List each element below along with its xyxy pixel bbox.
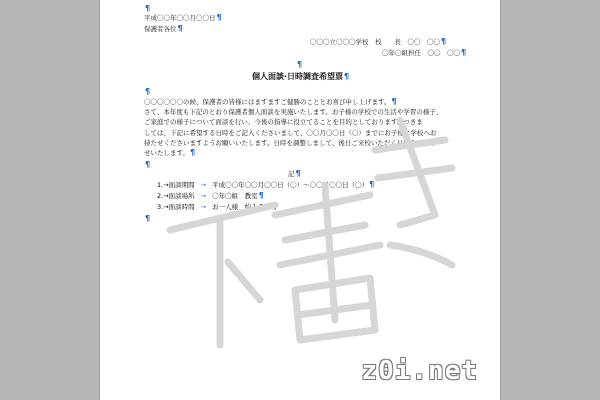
sender1-text: 〇〇〇立〇〇〇学校 校 長 〇〇 〇〇 [310, 38, 440, 46]
body-line: ご家庭での様子について面談を行い、今後の指導に役立てることを目的としております。つきま [144, 118, 423, 127]
pilcrow-mark: ¶ [145, 214, 151, 223]
list-item: 3.→面談時間 → お一人様 約１５分¶ [157, 201, 277, 211]
recipient-text: 保護者各位 [144, 25, 177, 33]
pilcrow-mark: ¶ [441, 37, 447, 46]
body-paragraph [144, 97, 444, 158]
pilcrow-mark: ¶ [145, 4, 151, 13]
body-line: しては、下記に希望する日時をご記入くださいまして、〇〇月〇〇日（〇）までにお子様に学校へお [144, 128, 437, 137]
ki-heading [288, 170, 301, 178]
pilcrow-mark: ¶ [145, 160, 151, 169]
list-item: 2.→面談場所 → 〇年〇組 教室¶ [157, 190, 264, 200]
sender-line-2 [382, 49, 466, 57]
date-text: 平成〇〇年〇〇月〇〇日 [144, 14, 216, 22]
pilcrow-mark: ¶ [344, 72, 350, 81]
recipient-line [144, 25, 183, 33]
site-brand-logo: z0i.net [361, 356, 478, 386]
pilcrow-mark: ¶ [461, 48, 467, 57]
ki-text: 記 [288, 170, 295, 178]
sender2-text: 〇年〇組担任 〇〇 〇〇 [382, 49, 460, 57]
pilcrow-mark: ¶ [216, 13, 222, 22]
title-text: 個人面談·日時調査希望票 [252, 72, 344, 81]
sender-line-1 [310, 38, 446, 46]
body-line: せいたします。¶ [144, 148, 196, 158]
item-list [157, 180, 374, 212]
document-page [100, 0, 500, 400]
tab-arrow-icon: → [200, 191, 207, 200]
pilcrow-mark: ¶ [177, 24, 183, 33]
list-item: 1.→面談期間 → 平成〇〇年〇〇月〇〇日（〇）～〇〇月〇〇日（〇）¶ [157, 180, 375, 189]
document-title [252, 73, 349, 81]
pilcrow-mark: ¶ [145, 87, 151, 96]
tab-arrow-icon: → [200, 181, 207, 189]
date-line [144, 14, 222, 22]
body-line: 〇〇〇〇〇〇の候、保護者の皆様にはますますご健勝のこととお喜び申し上げます。¶ [144, 97, 397, 106]
body-line: 持たせくださいますようお願いいたします。日時を調整しまして、後日ご来校いただく日時をお知ら [144, 138, 436, 147]
pilcrow-mark: ¶ [297, 60, 303, 69]
body-line: さて、本年度も下記のとおり保護者個人面談を実施いたします。お子様の学校での生活や学習の様子、 [144, 108, 443, 117]
tab-arrow-icon: → [200, 202, 207, 211]
pilcrow-mark: ¶ [295, 169, 301, 178]
